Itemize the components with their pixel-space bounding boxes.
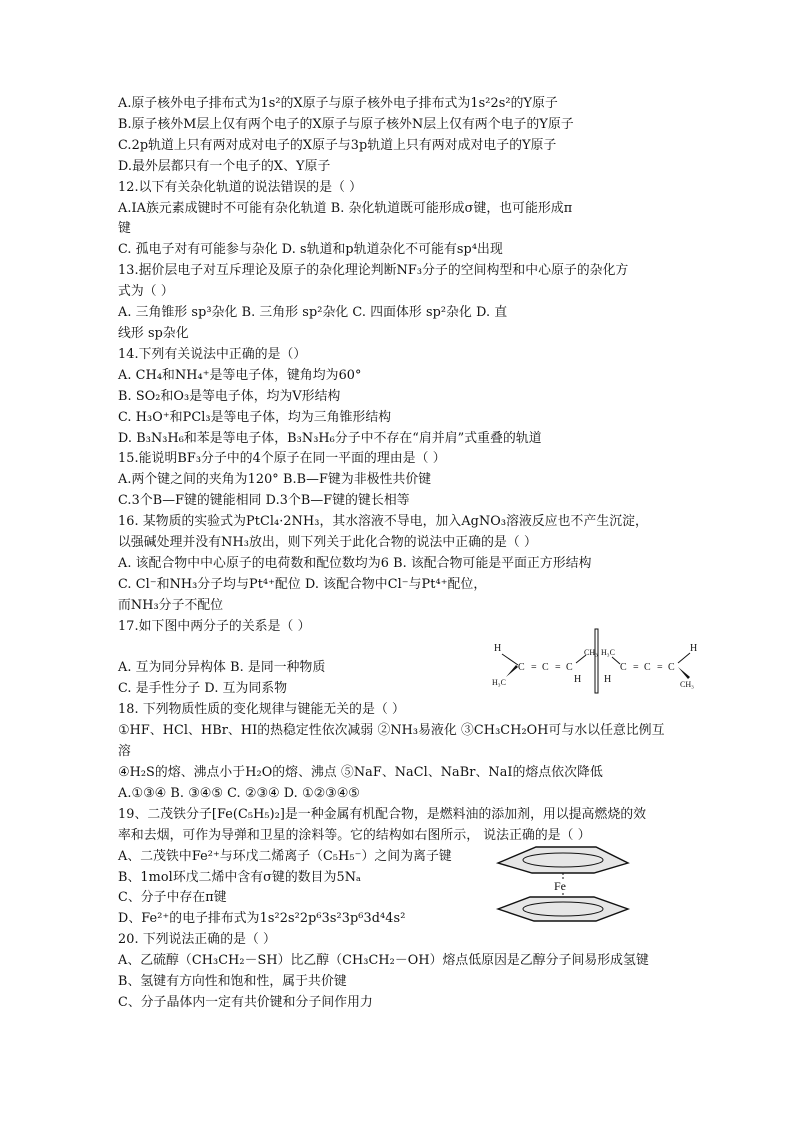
left-ch3-top: CH₃ — [584, 648, 598, 657]
text-line: C. 是手性分子 D. 互为同系物 — [118, 681, 288, 697]
text-line: B、氢键有方向性和饱和性，属于共价键 — [118, 974, 347, 990]
text-line: C.3个B—F键的键能相同 D.3个B—F键的键长相等 — [118, 493, 410, 509]
left-c3: C — [566, 662, 573, 673]
left-eq1: = — [531, 662, 537, 673]
text-line: 以强碱处理并没有NH₃放出，则下列关于此化合物的说法中正确的是（ ） — [118, 535, 537, 551]
text-line: D、Fe²⁺的电子排布式为1s²2s²2p⁶3s²3p⁶3d⁴4s² — [118, 911, 406, 927]
text-line: A.两个键之间的夹角为120° B.B—F键为非极性共价键 — [118, 472, 432, 488]
right-wedge-bond — [678, 667, 690, 679]
text-line: B. SO₂和O₃是等电子体，均为V形结构 — [118, 388, 341, 404]
text-line: B.原子核外M层上仅有两个电子的X原子与原子核外N层上仅有两个电子的Y原子 — [118, 116, 574, 132]
text-line: A. 互为同分异构体 B. 是同一种物质 — [118, 660, 326, 676]
text-line: ④H₂S的熔、沸点小于H₂O的熔、沸点 ⑤NaF、NaCl、NaBr、NaI的熔点依次降低 — [118, 764, 603, 780]
left-c2: C — [542, 662, 549, 673]
text-line: 19、二茂铁分子[Fe(C₅H₅)₂]是一种金属有机配合物，是燃料油的添加剂，用以提高燃烧的效 — [118, 806, 647, 822]
text-line: D. B₃N₃H₆和苯是等电子体，B₃N₃H₆分子中不存在“肩并肩”式重叠的轨道 — [118, 430, 542, 446]
text-line: 12.以下有关杂化轨道的说法错误的是（ ） — [118, 179, 363, 195]
left-eq2: = — [555, 662, 561, 673]
text-line: A.原子核外电子排布式为1s²的X原子与原子核外电子排布式为1s²2s²的Y原子 — [118, 96, 558, 111]
right-h-bottom: H — [604, 674, 612, 685]
ferrocene-structure-figure — [494, 843, 632, 923]
text-line: 18. 下列物质性质的变化规律与键能无关的是（ ） — [118, 702, 405, 718]
right-c3: C — [668, 662, 675, 673]
text-line: 溶 — [118, 744, 131, 760]
text-line: 20. 下列说法正确的是（ ） — [118, 932, 276, 948]
left-h-bottom: H — [574, 674, 582, 685]
allene-structures-figure — [490, 627, 702, 695]
text-line: A、乙硫醇（CH₃CH₂－SH）比乙醇（CH₃CH₂－OH）熔点低原因是乙醇分子间易形成氢键 — [118, 953, 649, 969]
left-bond-h — [502, 654, 518, 665]
text-line: A. 三角锥形 sp³杂化 B. 三角形 sp²杂化 C. 四面体形 sp²杂化 D. 直 — [118, 305, 508, 321]
bottom-ring — [498, 897, 628, 921]
text-line: 14.下列有关说法中正确的是（） — [118, 346, 307, 362]
right-bond-h — [678, 653, 690, 663]
text-line: 13.据价层电子对互斥理论及原子的杂化理论判断NF₃分子的空间构型和中心原子的杂化方 — [118, 263, 629, 279]
text-line: C.2p轨道上只有两对成对电子的X原子与3p轨道上只有两对成对电子的Y原子 — [118, 137, 557, 153]
right-h-top: H — [690, 643, 698, 654]
text-line: A、二茂铁中Fe²⁺与环戊二烯离子（C₅H₅⁻）之间为离子键 — [118, 848, 452, 864]
text-line: D.最外层都只有一个电子的X、Y原子 — [118, 158, 331, 174]
right-eq1: = — [633, 662, 639, 673]
left-wedge-bond — [506, 665, 518, 677]
text-line: ①HF、HCl、HBr、HI的热稳定性依次减弱 ②NH₃易液化 ③CH₃CH₂OH可与水以任意比例互 — [118, 723, 665, 739]
text-line: 15.能说明BF₃分子中的4个原子在同一平面的理由是（ ） — [118, 451, 446, 467]
left-h3c: H₃C — [492, 678, 506, 687]
text-line: C、分子中存在π键 — [118, 890, 227, 906]
text-line: A. 该配合物中中心原子的电荷数和配位数均为6 B. 该配合物可能是平面正方形结构 — [118, 555, 592, 571]
left-c1: C — [518, 662, 525, 673]
left-h-top: H — [494, 643, 502, 654]
text-line: A.①③④ B. ③④⑤ C. ②③④ D. ①②③④⑤ — [118, 785, 360, 801]
text-line: 线形 sp杂化 — [118, 325, 189, 341]
text-line: C. 孤电子对有可能参与杂化 D. s轨道和p轨道杂化不可能有sp⁴出现 — [118, 242, 503, 258]
separator-bar — [595, 629, 598, 693]
right-bond-ch3 — [612, 657, 620, 664]
text-line: 16. 某物质的实验式为PtCl₄·2NH₃，其水溶液不导电，加入AgNO₃溶液反应也不产生沉淀， — [118, 514, 648, 530]
text-line: A. CH₄和NH₄⁺是等电子体，键角均为60° — [118, 367, 362, 383]
text-line: 而NH₃分子不配位 — [118, 597, 224, 613]
text-line: A.ⅠA族元素成键时不可能有杂化轨道 B. 杂化轨道既可能形成σ键，也可能形成π — [118, 200, 573, 216]
text-line: 率和去烟，可作为导弹和卫星的涂料等。它的结构如右图所示， 说法正确的是（ ） — [118, 827, 591, 843]
top-ring — [498, 847, 628, 873]
right-eq2: = — [657, 662, 663, 673]
text-line: 17.如下图中两分子的关系是（ ） — [118, 618, 311, 634]
text-line: B、1mol环戊二烯中含有σ键的数目为5Nₐ — [118, 869, 362, 885]
right-h3c: H₃C — [601, 648, 615, 657]
right-c1: C — [620, 662, 627, 673]
right-ch3-bottom: CH₃ — [680, 680, 694, 689]
fe-label: Fe — [554, 879, 566, 893]
text-line: C、分子晶体内一定有共价键和分子间作用力 — [118, 994, 373, 1010]
text-line: 式为（ ） — [118, 284, 174, 300]
text-line: C. Cl⁻和NH₃分子均与Pt⁴⁺配位 D. 该配合物中Cl⁻与Pt⁴⁺配位， — [118, 576, 487, 592]
text-line: 键 — [118, 221, 131, 237]
text-line: C. H₃O⁺和PCl₃是等电子体，均为三角锥形结构 — [118, 409, 392, 425]
right-c2: C — [644, 662, 651, 673]
